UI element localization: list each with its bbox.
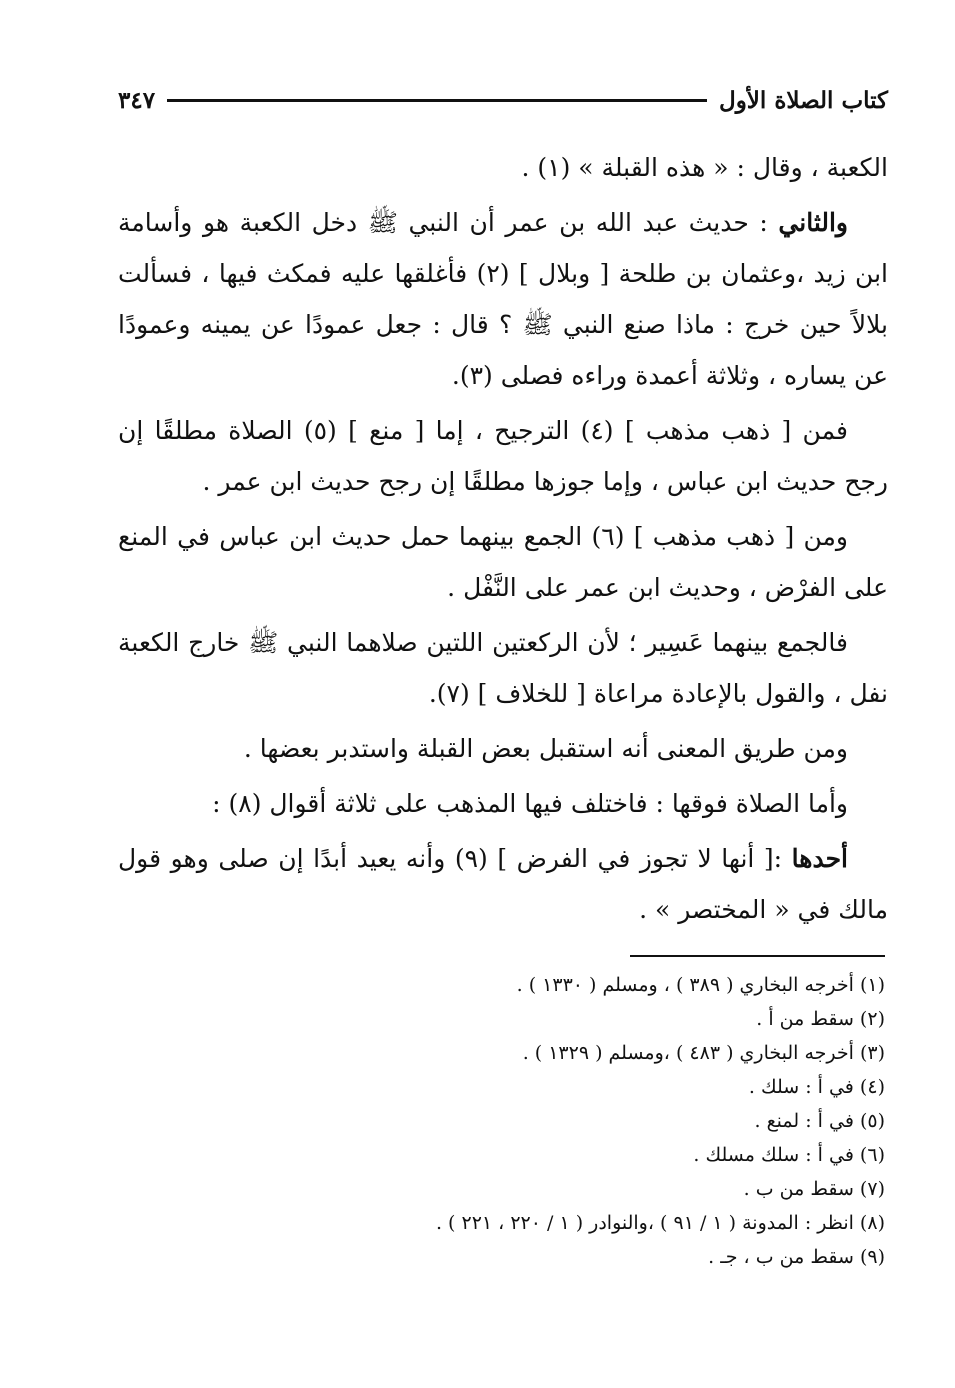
paragraph [118, 405, 888, 507]
footnote: (٤) في أ : سلك . [748, 1076, 885, 1098]
paragraph [118, 197, 888, 401]
footnote: (٣) أخرجه البخاري ( ٤٨٣ ) ،ومسلم ( ١٣٢٩ ) . [522, 1042, 885, 1064]
footnote: (٧) سقط من ب . [743, 1178, 885, 1200]
footnote: (٦) في أ : سلك مسلك . [693, 1144, 885, 1166]
paragraph-text: وأما الصلاة فوقها : فاختلف فيها المذهب على ثلاثة أقوال (٨) : [212, 789, 848, 818]
header-rule [167, 99, 707, 102]
footnote: (٩) سقط من ب ، جـ . [708, 1246, 885, 1268]
paragraph-text: الكعبة ، وقال : « هذه القبلة » (١) . [521, 153, 888, 182]
paragraph [118, 833, 888, 935]
paragraph [118, 617, 888, 719]
paragraph-text: :[ أنها لا تجوز في الفرض ] (٩) وأنه يعيد أبدًا إن صلى وهو قول مالك في « المختصر » . [118, 844, 888, 924]
footnotes [118, 968, 885, 1274]
book-title: كتاب الصلاة الأول [718, 86, 888, 114]
paragraph-text: ومن [ ذهب مذهب ] (٦) الجمع بينهما حمل حديث ابن عباس في المنع على الفرْض ، وحديث ابن عمر على النَّفْل . [118, 522, 888, 602]
paragraph [118, 778, 888, 829]
paragraph [118, 142, 888, 193]
main-text [118, 142, 888, 935]
paragraph-text: فالجمع بينهما عَسِير ؛ لأن الركعتين اللتين صلاهما النبي ﷺ خارج الكعبة نفل ، والقول بالإعادة مراعاة [ للخلاف ] (٧). [118, 628, 888, 708]
paragraph-lead: أحدها [791, 844, 848, 873]
footnote: (٨) انظر : المدونة ( ١ / ٩١ ) ،والنوادر ( ١ / ٢٢٠ ، ٢٢١ ) . [435, 1212, 885, 1234]
paragraph-text: فمن [ ذهب مذهب ] (٤) الترجيح ، إما [ منع ] (٥) الصلاة مطلقًا إن رجح حديث ابن عباس ، وإما جوزها مطلقًا إن رجح حديث ابن عمر . [118, 416, 888, 496]
paragraph-text: ومن طريق المعنى أنه استقبل بعض القبلة واستدبر بعضها . [243, 734, 848, 763]
running-header [118, 84, 888, 116]
paragraph-text: : حديث عبد الله بن عمر أن النبي ﷺ دخل الكعبة هو وأسامة ابن زيد ،وعثمان بن طلحة [ وبلال ] (٢) فأغلقها عليه فمكث فيها ، فسألت بلالاً حين خرج : ماذا صنع النبي ﷺ ؟ قال : جعل عمودًا عن يمينه وعمودًا عن يساره ، وثلاثة أعمدة وراءه فصلى (٣). [118, 208, 888, 390]
footnote: (١) أخرجه البخاري ( ٣٨٩ ) ، ومسلم ( ١٣٣٠ ) . [516, 974, 885, 996]
paragraph [118, 511, 888, 613]
footnote-separator [630, 955, 885, 957]
footnote: (٥) في أ : لمنع . [754, 1110, 885, 1132]
paragraph [118, 723, 888, 774]
page-number: ٣٤٧ [118, 86, 156, 114]
paragraph-lead: والثاني [778, 208, 848, 237]
footnote: (٢) سقط من أ . [756, 1008, 885, 1030]
